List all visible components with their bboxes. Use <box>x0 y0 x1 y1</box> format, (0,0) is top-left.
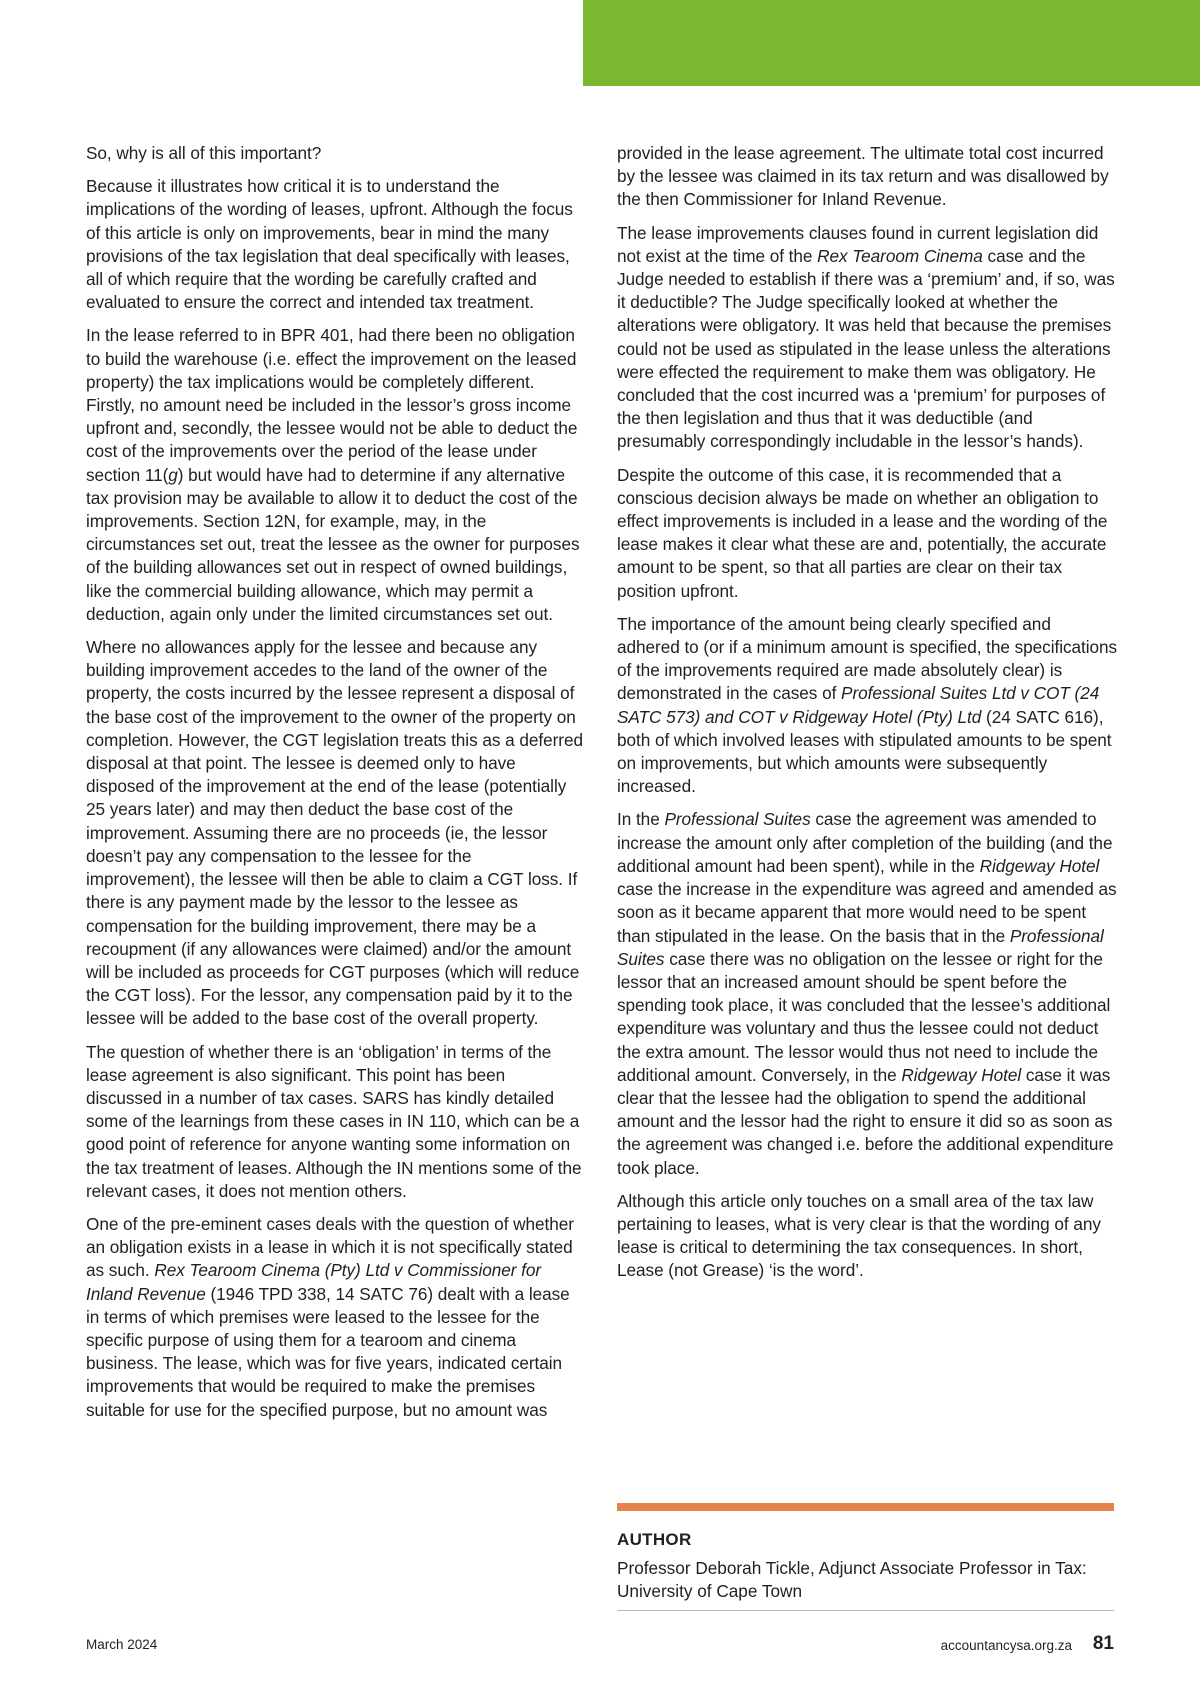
paragraph: The question of whether there is an ‘obligation’ in terms of the lease agreement is also significant. This point has been discussed in a number of tax cases. SARS has kindly detailed some of the learnings from these cases in IN 110, which can be a good point of reference for anyone wanting some information on the tax treatment of leases. Although the IN mentions some of the relevant cases, it does not mention others. <box>86 1041 582 1201</box>
paragraph: The importance of the amount being clearly specified and adhered to (or if a minimum amount is specified, the specifications of the improvements required are made absolutely clear) is demonstrated in the cases of Professional Suites Ltd v COT (24 SATC 573) and COT v Ridgeway Hotel (Pty) Ltd (24 SATC 616), both of which involved leases with stipulated amounts to be spent on improvements, but which amounts were subsequently increased. <box>617 613 1118 797</box>
author-bottom-rule <box>617 1610 1114 1611</box>
paragraph: provided in the lease agreement. The ultimate total cost incurred by the lessee was claimed in its tax return and was disallowed by the then Commissioner for Inland Revenue. <box>617 143 1109 210</box>
left-column <box>86 142 583 1432</box>
author-name: Professor Deborah Tickle, Adjunct Associate Professor in Tax: University of Cape Town <box>617 1558 1087 1602</box>
paragraph: Although this article only touches on a small area of the tax law pertaining to leases, what is very clear is that the wording of any lease is critical to determining the tax consequences. In short, Lease (not Grease) ‘is the word’. <box>617 1190 1101 1281</box>
paragraph: Because it illustrates how critical it is to understand the implications of the wording of leases, upfront. Although the focus of this article is only on improvements, bear in mind the many provisions of the tax legislation that deal specifically with leases, all of which require that the wording be carefully crafted and evaluated to ensure the correct and intended tax treatment. <box>86 176 573 313</box>
paragraph: The lease improvements clauses found in current legislation did not exist at the time of the Rex Tearoom Cinema case and the Judge needed to establish if there was a ‘premium’ and, if so, was it deductible? The Judge specifically looked at whether the alterations were obligatory. It was held that because the premises could not be used as stipulated in the lease unless the alterations were effected the requirement to make them was obligatory. He concluded that the cost incurred was a ‘premium’ for purposes of the then legislation and thus that it was deductible (and presumably correspondingly includable in the lessor’s hands). <box>617 222 1115 452</box>
right-column <box>617 142 1118 1293</box>
author-heading: AUTHOR <box>617 1530 692 1549</box>
header-color-bar <box>583 0 1200 86</box>
author-divider <box>617 1503 1114 1511</box>
paragraph: In the Professional Suites case the agreement was amended to increase the amount only after completion of the building (and the additional amount had been spent), while in the Ridgeway Hotel case the increase in the expenditure was agreed and amended as soon as it became apparent that more would need to be spent than stipulated in the lease. On the basis that in the Professional Suites case there was no obligation on the lessee or right for the lessor that an increased amount should be spent before the spending took place, it was concluded that the lessee’s additional expenditure was voluntary and thus the lessee could not deduct the extra amount. The lessor would thus not need to include the additional amount. Conversely, in the Ridgeway Hotel case it was clear that the lessee had the obligation to spend the additional amount and the lessor had the right to ensure it did so as soon as the agreement was changed i.e. before the additional expenditure took place. <box>617 809 1117 1178</box>
footer-url[interactable]: accountancysa.org.za <box>940 1638 1072 1653</box>
page-number: 81 <box>1092 1633 1114 1654</box>
paragraph: Where no allowances apply for the lessee and because any building improvement accedes to the land of the owner of the property, the costs incurred by the lessee represent a disposal of the base cost of the improvement to the owner of the property on completion. However, the CGT legislation treats this as a deferred disposal at that point. The lessee is deemed only to have disposed of the improvement at the end of the lease (potentially 25 years later) and may then deduct the base cost of the improvement. Assuming there are no proceeds (ie, the lessor doesn’t pay any compensation to the lessee for the improvement), the lessee will then be able to claim a CGT loss. If there is any payment made by the lessor to the lessee as compensation for the building improvement, there may be a recoupment (if any allowances were claimed) and/or the amount will be included as proceeds for CGT purposes (which will reduce the CGT loss). For the lessor, any compensation paid by it to the lessee will be added to the base cost of the overall property. <box>86 637 583 1029</box>
footer-date: March 2024 <box>86 1637 158 1652</box>
paragraph: One of the pre-eminent cases deals with the question of whether an obligation exists in a lease in which it is not specifically stated as such. Rex Tearoom Cinema (Pty) Ltd v Commissioner for Inland Revenue (1946 TPD 338, 14 SATC 76) dealt with a lease in terms of which premises were leased to the lessee for the specific purpose of using them for a tearoom and cinema business. The lease, which was for five years, indicated certain improvements that would be required to make the premises suitable for use for the specified purpose, but no amount was <box>86 1213 574 1420</box>
paragraph: So, why is all of this important? <box>86 143 322 163</box>
paragraph: In the lease referred to in BPR 401, had there been no obligation to build the warehouse (i.e. effect the improvement on the leased property) the tax implications would be completely different. Firstly, no amount need be included in the lessor’s gross income upfront and, secondly, the lessee would not be able to deduct the cost of the improvements over the period of the lease under section 11(g) but would have had to determine if any alternative tax provision may be available to allow it to deduct the cost of the improvements. Section 12N, for example, may, in the circumstances set out, treat the lessee as the owner for purposes of the building allowances set out in respect of owned buildings, like the commercial building allowance, which may permit a deduction, again only under the limited circumstances set out. <box>86 325 580 624</box>
paragraph: Despite the outcome of this case, it is recommended that a conscious decision always be made on whether an obligation to effect improvements is included in a lease and the wording of the lease makes it clear what these are and, potentially, the accurate amount to be spent, so that all parties are clear on their tax position upfront. <box>617 464 1108 601</box>
